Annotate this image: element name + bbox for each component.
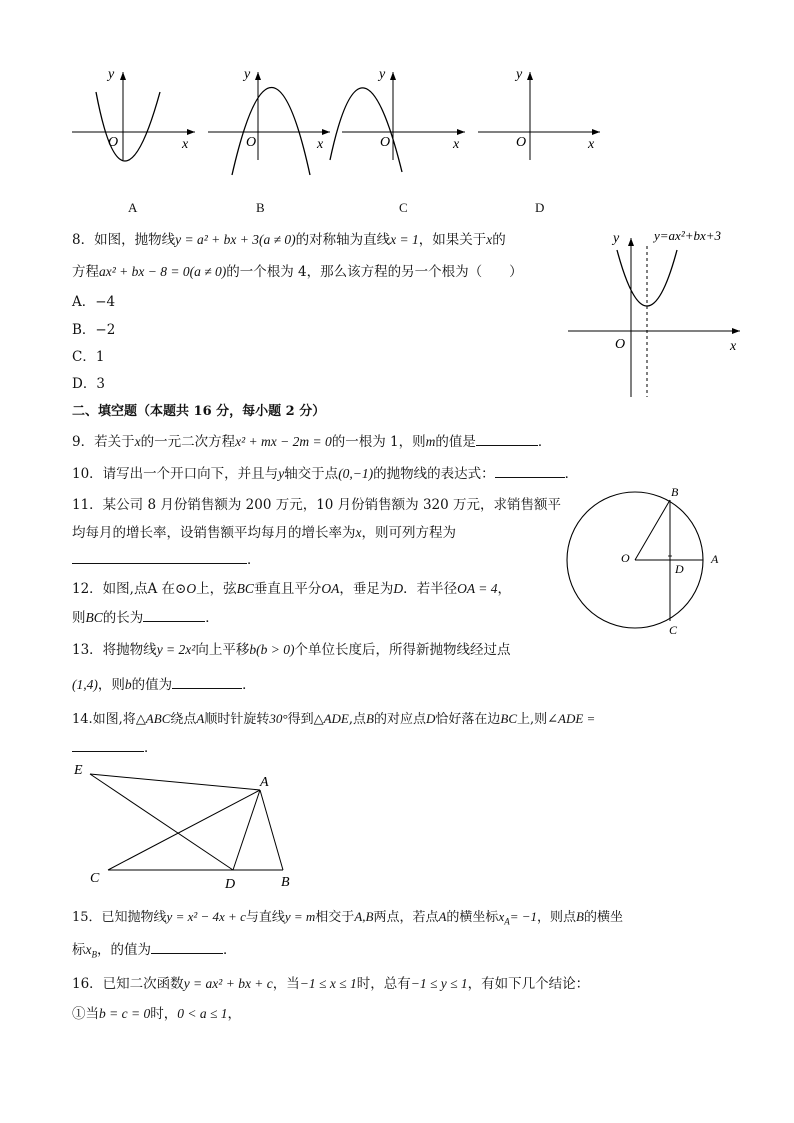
q12-answer-blank[interactable]: [143, 608, 205, 622]
q11-line2: 均每月的增长率，设销售额平均每月的增长率为x，则可列方程为: [72, 525, 456, 541]
q8-graph-y: y: [613, 231, 620, 246]
q8-option-a[interactable]: A．−4: [72, 294, 116, 310]
q8-option-b[interactable]: B．−2: [72, 322, 116, 338]
graph-c-y: y: [379, 67, 386, 82]
graph-label-c: C: [399, 200, 408, 215]
graph-label-b: B: [256, 200, 265, 215]
graph-c-x: x: [453, 137, 460, 152]
q14-label-d: D: [225, 877, 236, 892]
q14-label-e: E: [74, 763, 83, 778]
q14-label-c: C: [90, 871, 100, 886]
q9-line: 9．若关于x的一元二次方程x² + mx − 2m = 0的一根为 1，则m的值是 ．: [72, 434, 552, 450]
graph-d-o: O: [516, 135, 527, 150]
graph-c: [330, 67, 465, 172]
circle-label-d: D: [675, 562, 684, 576]
q8-graph-o: O: [615, 337, 626, 352]
graph-a-o: O: [108, 135, 119, 150]
graph-b-y: y: [244, 67, 251, 82]
circle-label-c: C: [669, 623, 678, 637]
q8-graph: [560, 222, 760, 402]
q14-label-a: A: [260, 775, 269, 790]
q10-line: 10．请写出一个开口向下，并且与y轴交于点(0,−1)的抛物线的表达式： ．: [72, 466, 579, 482]
graph-c-o: O: [380, 135, 391, 150]
graph-d: [478, 67, 600, 160]
graph-label-d: D: [535, 200, 545, 215]
q11-answer-blank[interactable]: [72, 550, 247, 564]
circle-label-b: B: [671, 485, 679, 499]
circle-label-a: A: [711, 552, 719, 566]
q14-line1: 14.如图,将△ABC绕点A顺时针旋转30°得到△ADE,点B的对应点D恰好落在边BC上,则∠ADE =: [72, 711, 596, 727]
option-graphs: [60, 60, 620, 220]
q8-option-d[interactable]: D．3: [72, 376, 105, 392]
q14-figure: [70, 760, 310, 895]
graph-a-x: x: [182, 137, 189, 152]
q16-line1: 16．已知二次函数y = ax² + bx + c，当−1 ≤ x ≤ 1时，总有−1 ≤ y ≤ 1，有如下几个结论：: [72, 976, 590, 992]
section2-title: 二、填空题（本题共 16 分，每小题 2 分）: [72, 404, 326, 419]
graph-a: [72, 67, 195, 161]
q10-answer-blank[interactable]: [495, 464, 565, 478]
q11-line3: ．: [72, 548, 261, 568]
circle-figure: [565, 482, 735, 642]
q14-label-b: B: [281, 875, 290, 890]
q12-line2: 则BC的长为 ．: [72, 610, 219, 626]
q8-graph-label: y=ax²+bx+3: [654, 228, 722, 243]
q12-line1: 12．如图,点A 在⊙O上，弦BC垂直且平分OA，垂足为D．若半径OA = 4，: [72, 581, 511, 597]
graph-a-y: y: [108, 67, 115, 82]
q8-graph-x: x: [730, 339, 737, 354]
graph-b-o: O: [246, 135, 257, 150]
graph-d-x: x: [588, 137, 595, 152]
q14-answer-blank[interactable]: [72, 738, 144, 752]
q14-line2: ．: [72, 736, 158, 756]
q15-line2: 标$x_B$，的值为 ．: [72, 942, 237, 960]
circle-label-o: O: [621, 551, 630, 565]
graph-d-y: y: [516, 67, 523, 82]
q13-answer-blank[interactable]: [172, 675, 242, 689]
graph-b: [208, 67, 330, 175]
graph-b-x: x: [317, 137, 324, 152]
graph-label-a: A: [128, 200, 138, 215]
q15-answer-blank[interactable]: [151, 940, 223, 954]
q8-option-c[interactable]: C．1: [72, 349, 105, 365]
q13-line2: (1,4)，则b的值为 ．: [72, 677, 256, 693]
q9-answer-blank[interactable]: [476, 432, 538, 446]
q8-line2: 方程ax² + bx − 8 = 0(a ≠ 0)的一个根为 4，那么该方程的另一个根为（ ）: [72, 264, 523, 280]
q16-line2: ①当b = c = 0时，0 < a ≤ 1，: [72, 1006, 241, 1022]
q8-line1: 8．如图，抛物线y = a² + bx + 3(a ≠ 0)的对称轴为直线x = 1，如果关于x的: [72, 232, 506, 248]
q13-line1: 13．将抛物线y = 2x²向上平移b(b > 0)个单位长度后，所得新抛物线经过点: [72, 642, 511, 658]
q15-line1: 15．已知抛物线y = x² − 4x + c与直线y = m相交于A,B两点，若点A的横坐标$x_A= -1$，则点B的横坐: [72, 909, 623, 927]
q11-line1: 11．某公司 8 月份销售额为 200 万元，10 月份销售额为 320 万元，求销售额平: [72, 497, 562, 513]
